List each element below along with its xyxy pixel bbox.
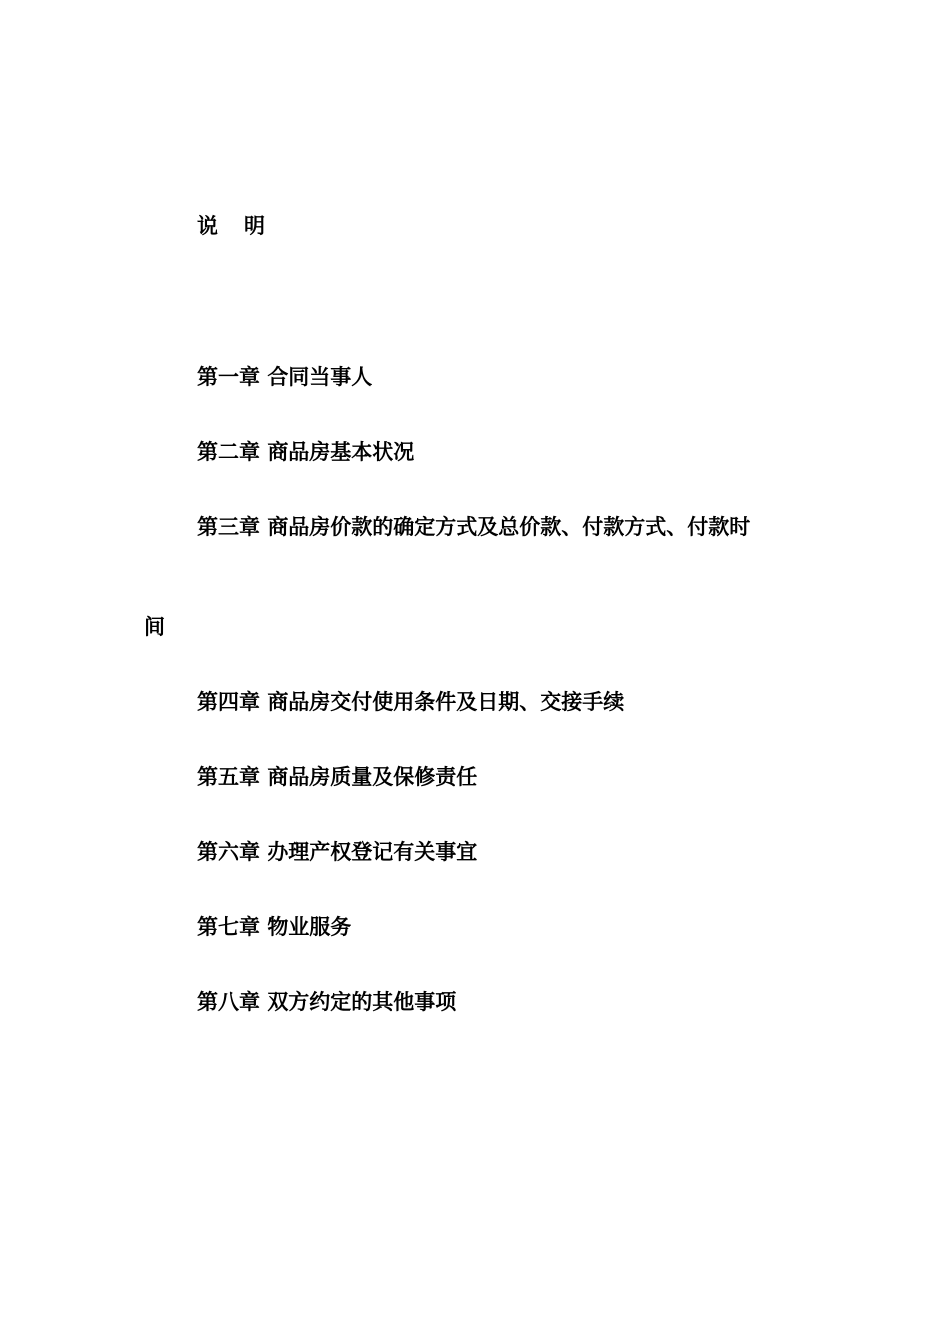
toc-entry-chapter-3 <box>197 515 750 539</box>
toc-entry-chapter-2 <box>197 440 414 464</box>
toc-chapter-title: 物业服务 <box>267 915 352 939</box>
toc-entry-chapter-4 <box>197 690 624 714</box>
toc-entry-chapter-3-continuation <box>144 615 165 639</box>
toc-chapter-title: 办理产权登记有关事宜 <box>267 840 478 864</box>
toc-chapter-title: 商品房质量及保修责任 <box>267 765 478 789</box>
toc-chapter-title: 双方约定的其他事项 <box>267 990 457 1014</box>
toc-entry-chapter-7 <box>197 915 351 939</box>
toc-entry-chapter-8 <box>197 990 456 1014</box>
toc-chapter-title: 合同当事人 <box>267 365 373 389</box>
heading-char-1: 说 <box>197 214 218 238</box>
toc-continuation-text: 间 <box>144 615 165 639</box>
toc-chapter-title: 商品房交付使用条件及日期、交接手续 <box>267 690 625 714</box>
toc-entry-chapter-6 <box>197 840 477 864</box>
toc-chapter-number: 第七章 <box>197 915 260 939</box>
toc-chapter-number: 第六章 <box>197 840 260 864</box>
toc-chapter-title: 商品房基本状况 <box>267 440 415 464</box>
toc-chapter-number: 第八章 <box>197 990 260 1014</box>
toc-chapter-number: 第五章 <box>197 765 260 789</box>
toc-chapter-title: 商品房价款的确定方式及总价款、付款方式、付款时 <box>267 515 751 539</box>
toc-entry-chapter-5 <box>197 765 477 789</box>
toc-chapter-number: 第四章 <box>197 690 260 714</box>
toc-chapter-number: 第二章 <box>197 440 260 464</box>
toc-chapter-number: 第一章 <box>197 365 260 389</box>
heading-char-2: 明 <box>244 214 265 238</box>
toc-entry-chapter-1 <box>197 365 372 389</box>
toc-chapter-number: 第三章 <box>197 515 260 539</box>
document-heading <box>197 214 265 238</box>
